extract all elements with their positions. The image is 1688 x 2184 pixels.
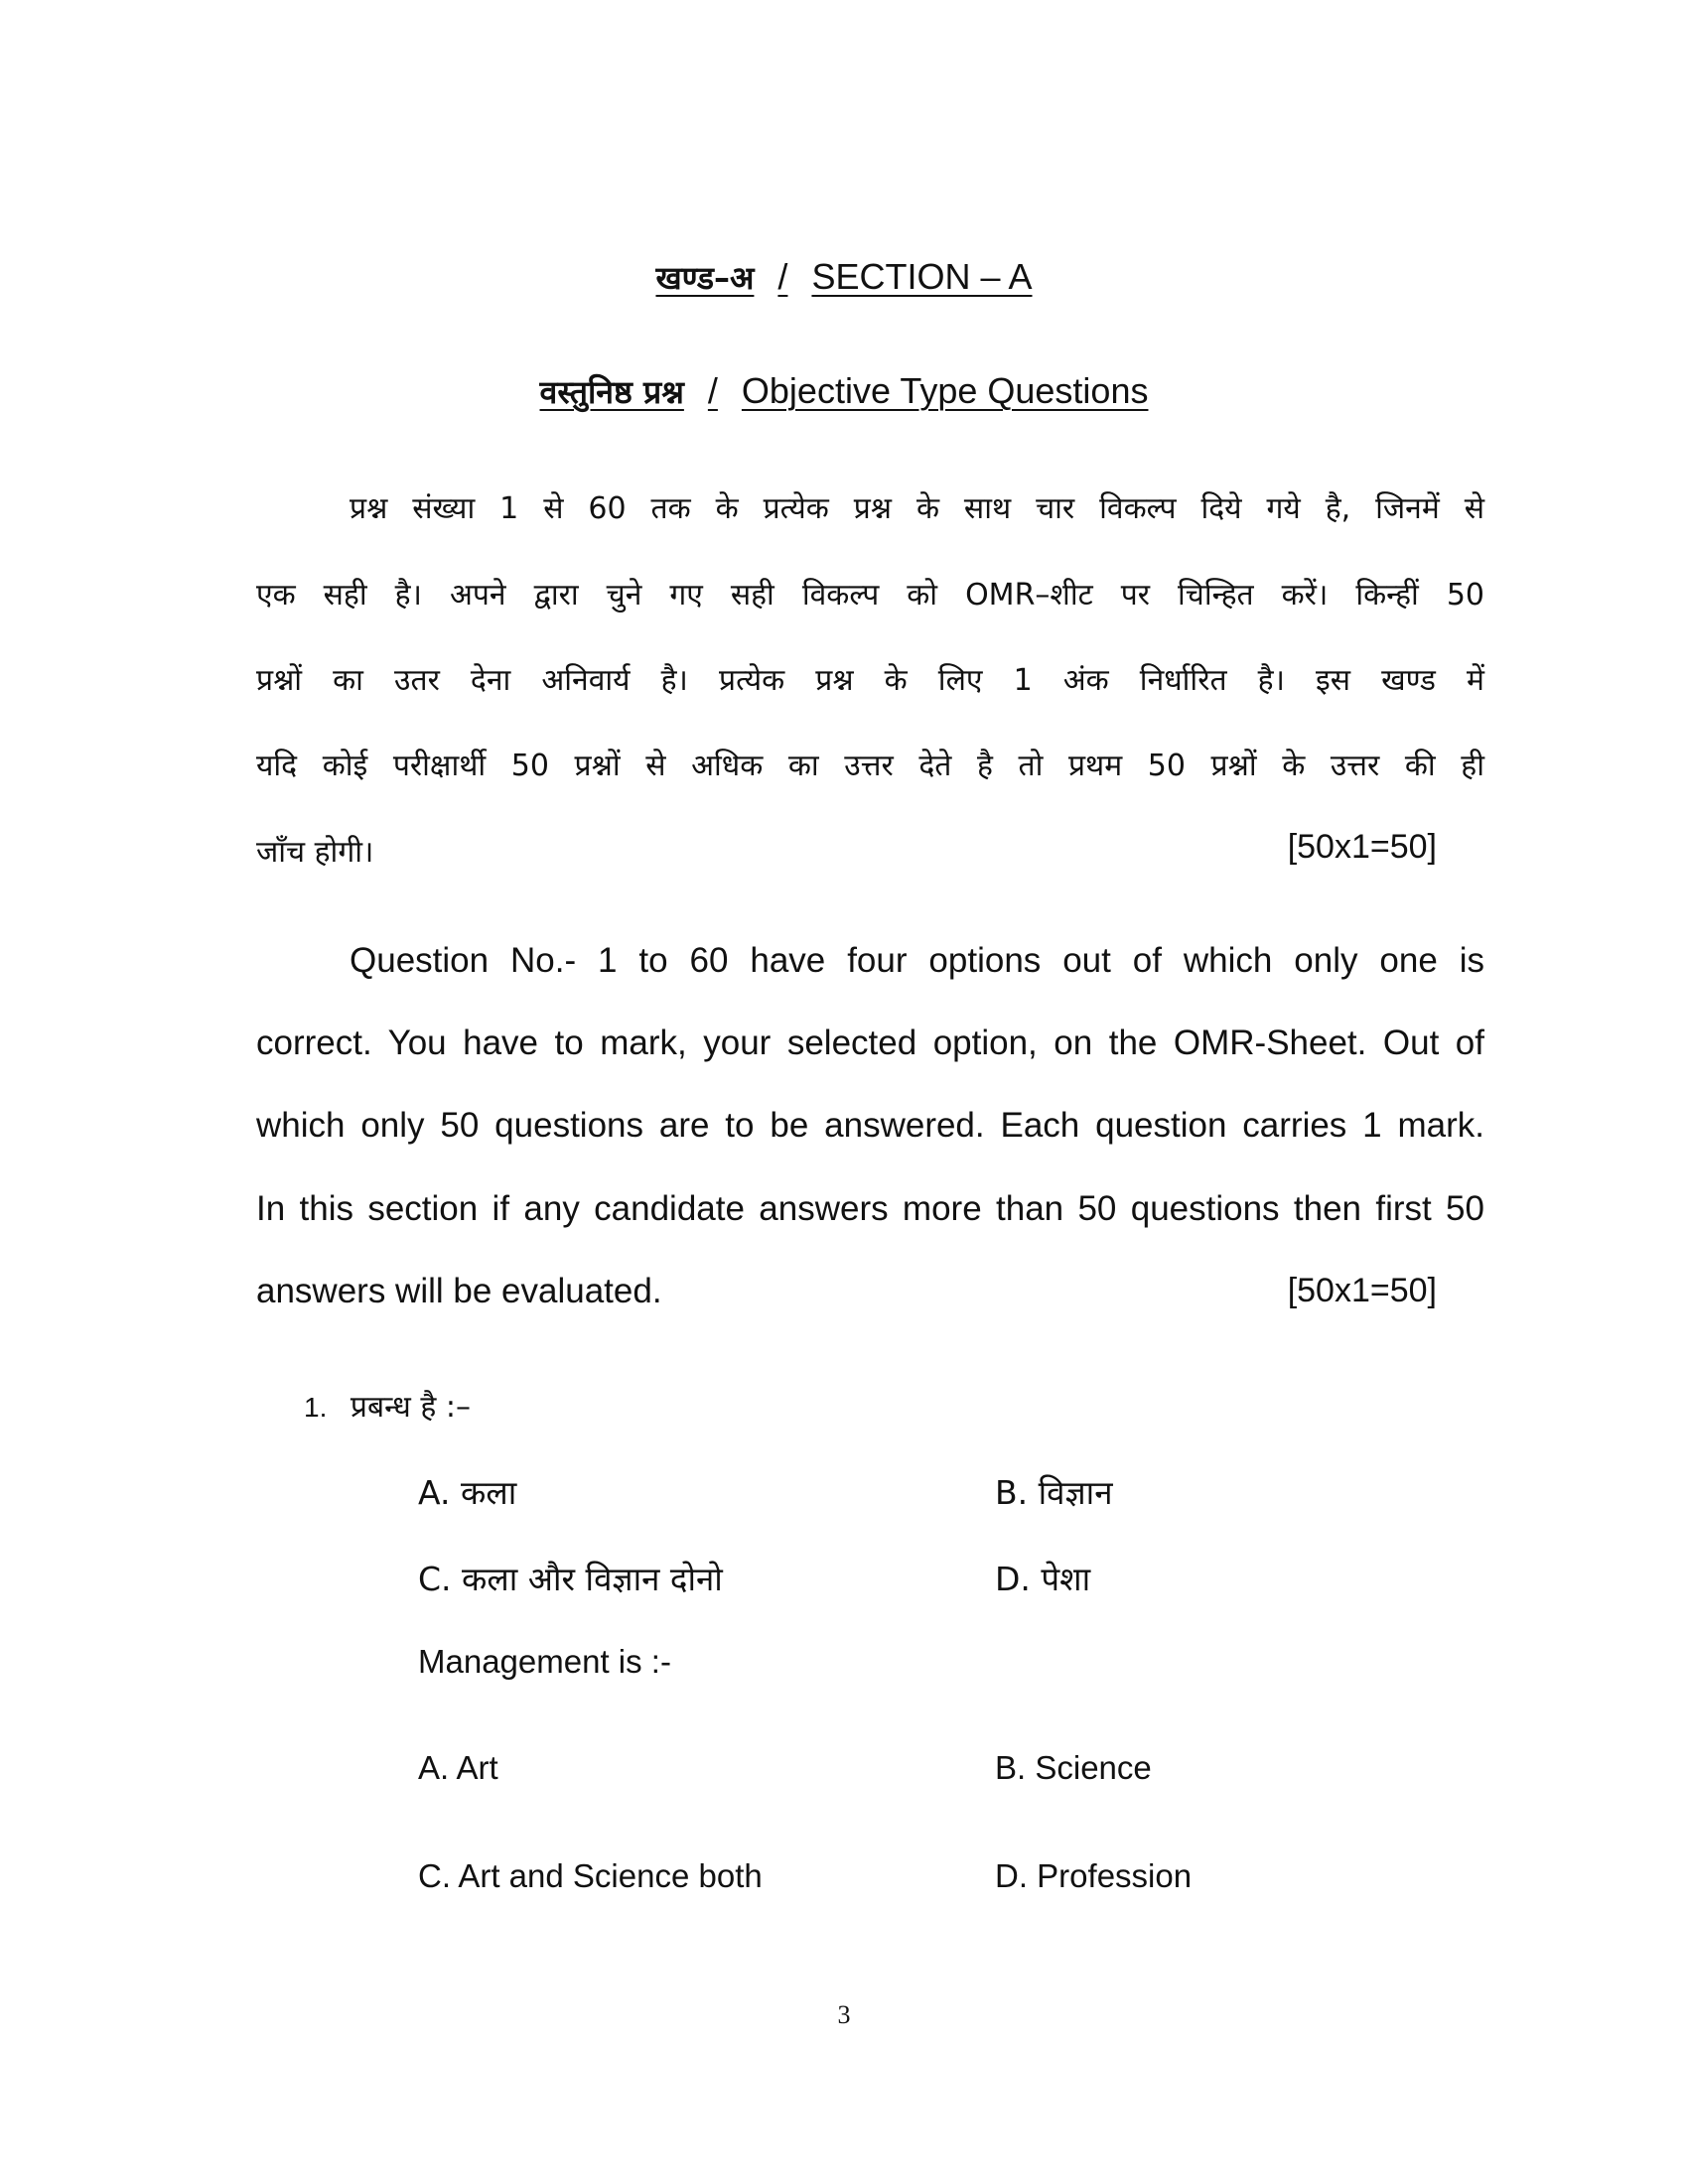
section-heading-separator: / bbox=[777, 256, 788, 297]
option-hindi-c: C. कला और विज्ञान दोनो bbox=[418, 1560, 723, 1598]
question-text-hindi: प्रबन्ध है :– bbox=[350, 1390, 471, 1425]
instructions-english-line: Question No.- 1 to 60 have four options out of which only one is bbox=[350, 941, 1484, 980]
option-english-b: B. Science bbox=[995, 1749, 1152, 1786]
section-heading bbox=[0, 256, 1688, 299]
option-english-d: D. Profession bbox=[995, 1857, 1193, 1894]
instructions-english-line: answers will be evaluated. bbox=[256, 1272, 662, 1310]
option-hindi-b: B. विज्ञान bbox=[995, 1473, 1113, 1512]
instructions-hindi-line: यदि कोई परीक्षार्थी 50 प्रश्नों से अधिक का उत्तर देते है तो प्रथम 50 प्रश्नों के उत्तर की ही bbox=[256, 749, 1484, 783]
subheading-english: Objective Type Questions bbox=[741, 370, 1149, 411]
instructions-english-line: correct. You have to mark, your selected option, on the OMR-Sheet. Out of bbox=[256, 1024, 1484, 1062]
instructions-hindi-line: प्रश्न संख्या 1 से 60 तक के प्रत्येक प्रश्न के साथ चार विकल्प दिये गये है, जिनमें से bbox=[350, 491, 1484, 526]
question-1-hindi bbox=[304, 1385, 471, 1426]
instructions-english-line: In this section if any candidate answers more than 50 questions then first 50 bbox=[256, 1189, 1484, 1228]
question-number: 1. bbox=[304, 1392, 328, 1423]
instructions-hindi-marks: [50x1=50] bbox=[1287, 828, 1437, 866]
instructions-hindi-line: एक सही है। अपने द्वारा चुने गए सही विकल्प को OMR–शीट पर चिन्हित करें। किन्हीं 50 bbox=[256, 578, 1484, 613]
section-heading-english: SECTION – A bbox=[811, 256, 1033, 297]
option-hindi-d: D. पेशा bbox=[995, 1560, 1091, 1598]
question-text-english: Management is :- bbox=[418, 1643, 671, 1680]
instructions-hindi-line: प्रश्नों का उतर देना अनिवार्य है। प्रत्येक प्रश्न के लिए 1 अंक निर्धारित है। इस खण्ड में bbox=[256, 663, 1484, 698]
subheading-hindi: वस्तुनिष्ठ प्रश्न bbox=[539, 373, 684, 411]
option-hindi-a: A. कला bbox=[418, 1473, 517, 1512]
option-english-c: C. Art and Science both bbox=[418, 1857, 763, 1894]
instructions-english-marks: [50x1=50] bbox=[1287, 1272, 1437, 1309]
subheading-separator: / bbox=[707, 370, 718, 411]
section-heading-hindi: खण्ड–अ bbox=[655, 259, 755, 297]
option-english-a: A. Art bbox=[418, 1749, 498, 1786]
instructions-hindi-line: जाँच होगी। bbox=[256, 835, 374, 870]
page-number: 3 bbox=[837, 2000, 851, 2029]
subheading bbox=[0, 370, 1688, 413]
instructions-english-line: which only 50 questions are to be answered. Each question carries 1 mark. bbox=[256, 1106, 1484, 1145]
